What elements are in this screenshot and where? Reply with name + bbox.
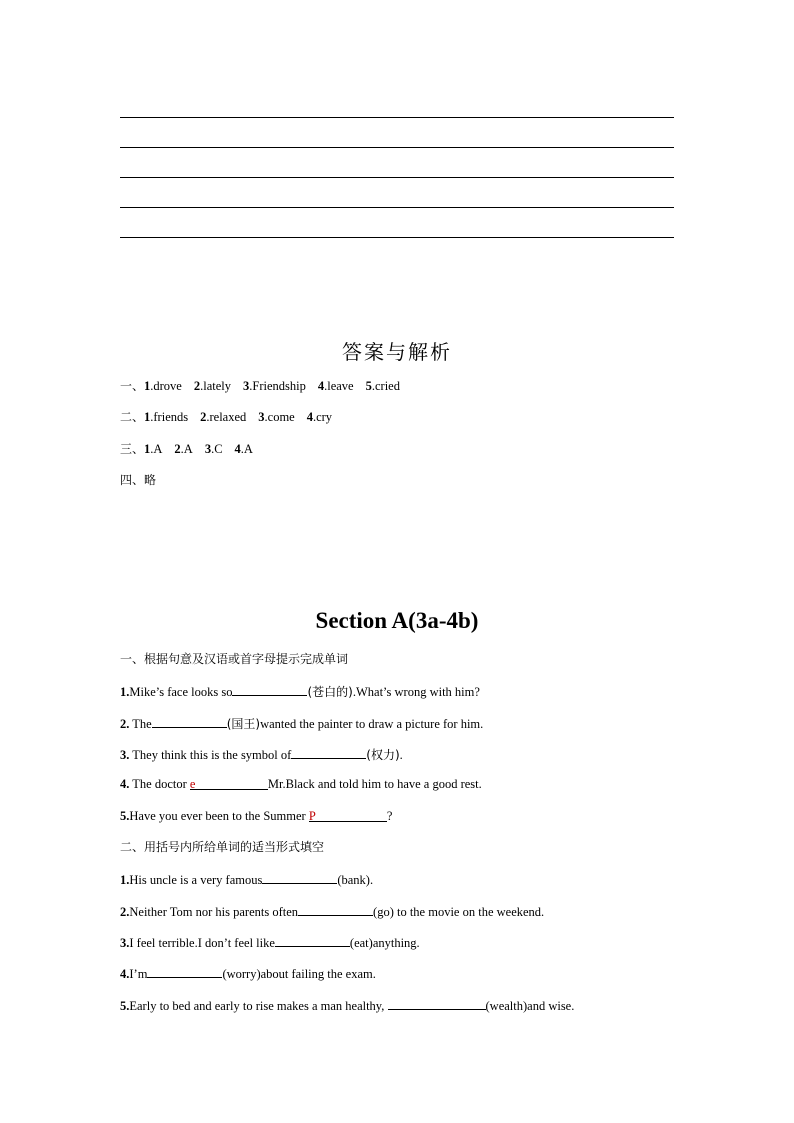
answer-line-3: 三、1.A 2.A 3.C 4.A (120, 442, 253, 456)
question-1-4: 4. The doctor e Mr.Black and told him to have a good rest. (120, 777, 482, 791)
question-1-2: 2. The (国王)wanted the painter to draw a picture for him. (120, 714, 483, 732)
answer-line-4: 四、略 (120, 473, 157, 487)
answer-line-2: 二、1.friends 2.relaxed 3.come 4.cry (120, 410, 333, 424)
section-title: Section A(3a-4b) (315, 608, 479, 633)
answer-blank[interactable] (298, 902, 373, 916)
answer-blank[interactable] (275, 933, 350, 947)
writing-line-2 (120, 147, 674, 148)
answer-blank[interactable]: P (309, 808, 387, 822)
answer-blank[interactable]: e (190, 776, 268, 790)
writing-line-3 (120, 177, 674, 178)
part2-heading: 二、用括号内所给单词的适当形式填空 (120, 840, 325, 854)
question-2-3: 3.I feel terrible.I don’t feel like (eat)anything. (120, 933, 420, 951)
question-2-2: 2.Neither Tom nor his parents often (go) to the movie on the weekend. (120, 902, 544, 920)
question-2-5: 5.Early to bed and early to rise makes a man healthy, (wealth)and wise. (120, 996, 574, 1014)
answer-blank[interactable] (152, 714, 227, 728)
answer-blank[interactable] (291, 745, 366, 759)
answers-title: 答案与解析 (342, 340, 452, 364)
answer-blank[interactable] (232, 682, 307, 696)
answer-blank[interactable] (262, 870, 337, 884)
answer-blank[interactable] (147, 964, 222, 978)
question-1-5: 5.Have you ever been to the Summer P ? (120, 809, 393, 823)
part1-heading: 一、根据句意及汉语或首字母提示完成单词 (120, 652, 349, 666)
answer-line-1: 一、1.drove 2.lately 3.Friendship 4.leave 5.cried (120, 379, 400, 393)
writing-line-5 (120, 237, 674, 238)
writing-line-4 (120, 207, 674, 208)
question-1-1: 1.Mike’s face looks so (苍白的).What’s wrong with him? (120, 682, 480, 700)
question-2-1: 1.His uncle is a very famous (bank). (120, 870, 373, 888)
question-2-4: 4.I’m (worry)about failing the exam. (120, 964, 376, 982)
question-1-3: 3. They think this is the symbol of (权力). (120, 745, 403, 763)
writing-line-1 (120, 117, 674, 118)
answer-blank[interactable] (388, 996, 486, 1010)
